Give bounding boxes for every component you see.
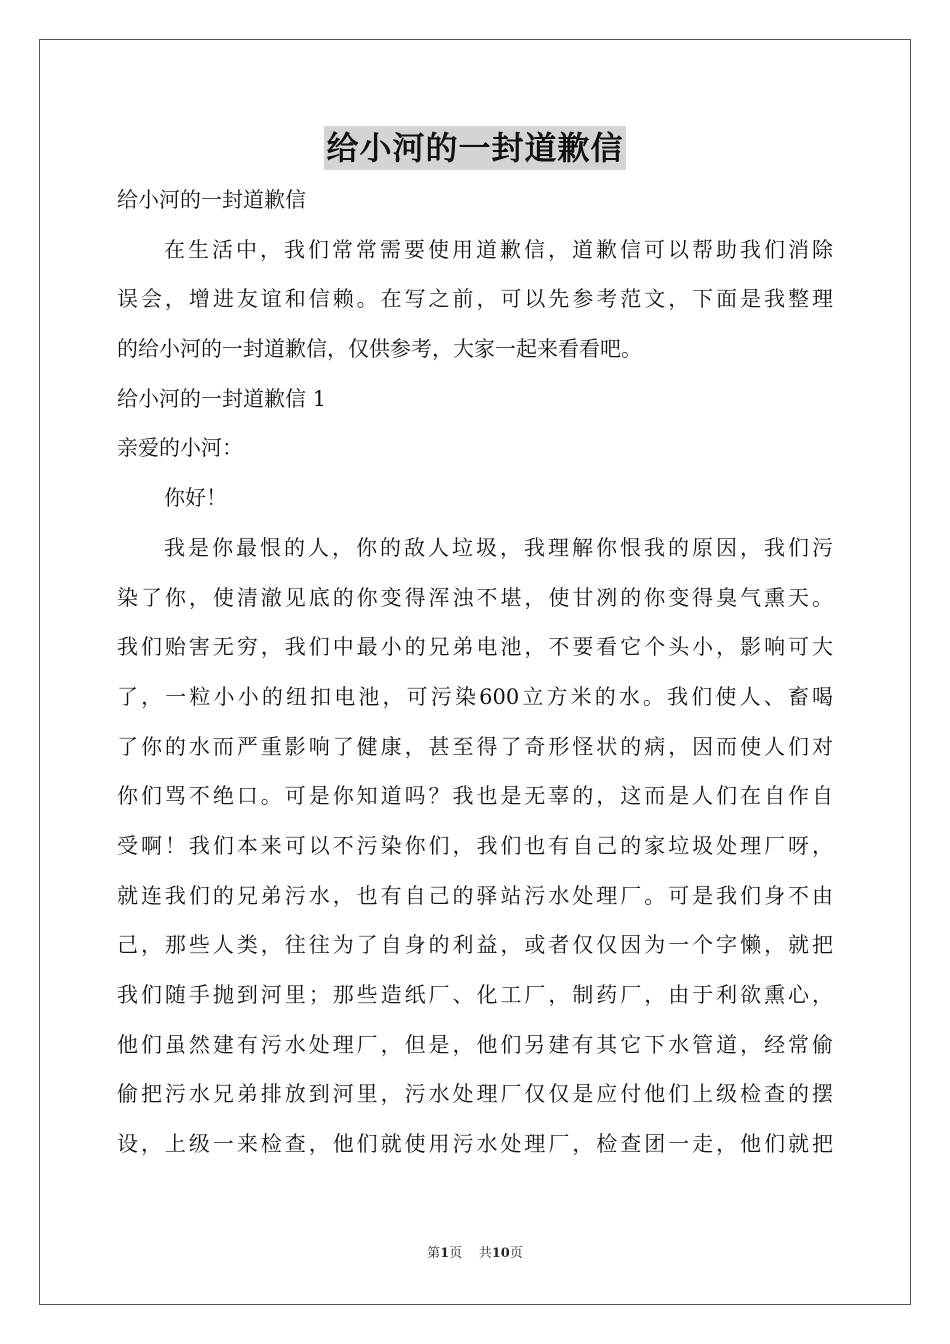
text-line: 我们贻害无穷，我们中最小的兄弟电池，不要看它个头小，影响可大 [117, 635, 833, 660]
text-line: 你们骂不绝口。可是你知道吗？我也是无辜的，这而是人们在自作自 [117, 784, 833, 809]
text-line: 我是你最恨的人，你的敌人垃圾，我理解你恨我的原因，我们污 [164, 535, 833, 560]
total-prefix: 共 [478, 1246, 492, 1261]
text-line: 给小河的一封道歉信 [117, 188, 306, 212]
text-line: 他们虽然建有污水处理厂，但是，他们另建有其它下水管道，经常偷 [117, 1032, 833, 1057]
page-current: 1 [440, 1246, 450, 1261]
document-body [117, 176, 833, 1170]
text-line: 己，那些人类，往往为了自身的利益，或者仅仅因为一个字懒，就把 [117, 933, 833, 958]
page-footer [0, 1242, 950, 1261]
text-line: 亲爱的小河： [117, 436, 243, 461]
text-line: 的给小河的一封道歉信，仅供参考，大家一起来看看吧。 [117, 337, 642, 362]
page-total: 10 [491, 1246, 510, 1261]
total-suffix: 页 [509, 1246, 523, 1261]
text-line: 了，一粒小小的纽扣电池，可污染600立方米的水。我们使人、畜喝 [117, 684, 833, 709]
text-line: 染了你，使清澈见底的你变得浑浊不堪，使甘冽的你变得臭气熏天。 [117, 585, 833, 610]
text-line: 受啊！我们本来可以不污染你们，我们也有自己的家垃圾处理厂呀， [117, 833, 833, 858]
document-title: 给小河的一封道歉信 [324, 126, 625, 170]
page-suffix: 页 [449, 1246, 463, 1261]
text-line: 就连我们的兄弟污水，也有自己的驿站污水处理厂。可是我们身不由 [117, 883, 833, 908]
title-container [0, 126, 950, 170]
text-line: 偷把污水兄弟排放到河里，污水处理厂仅仅是应付他们上级检查的摆 [117, 1082, 833, 1107]
text-line: 误会，增进友谊和信赖。在写之前，可以先参考范文，下面是我整理 [117, 287, 833, 312]
text-line: 你好！ [164, 486, 227, 511]
text-line: 了你的水而严重影响了健康，甚至得了奇形怪状的病，因而使人们对 [117, 734, 833, 759]
text-line: 给小河的一封道歉信 1 [117, 386, 327, 411]
text-line: 设，上级一来检查，他们就使用污水处理厂，检查团一走，他们就把 [117, 1132, 833, 1157]
page-prefix: 第 [427, 1246, 441, 1261]
text-line: 我们随手抛到河里；那些造纸厂、化工厂，制药厂，由于利欲熏心， [117, 983, 833, 1007]
text-line: 在生活中，我们常常需要使用道歉信，道歉信可以帮助我们消除 [164, 237, 833, 262]
